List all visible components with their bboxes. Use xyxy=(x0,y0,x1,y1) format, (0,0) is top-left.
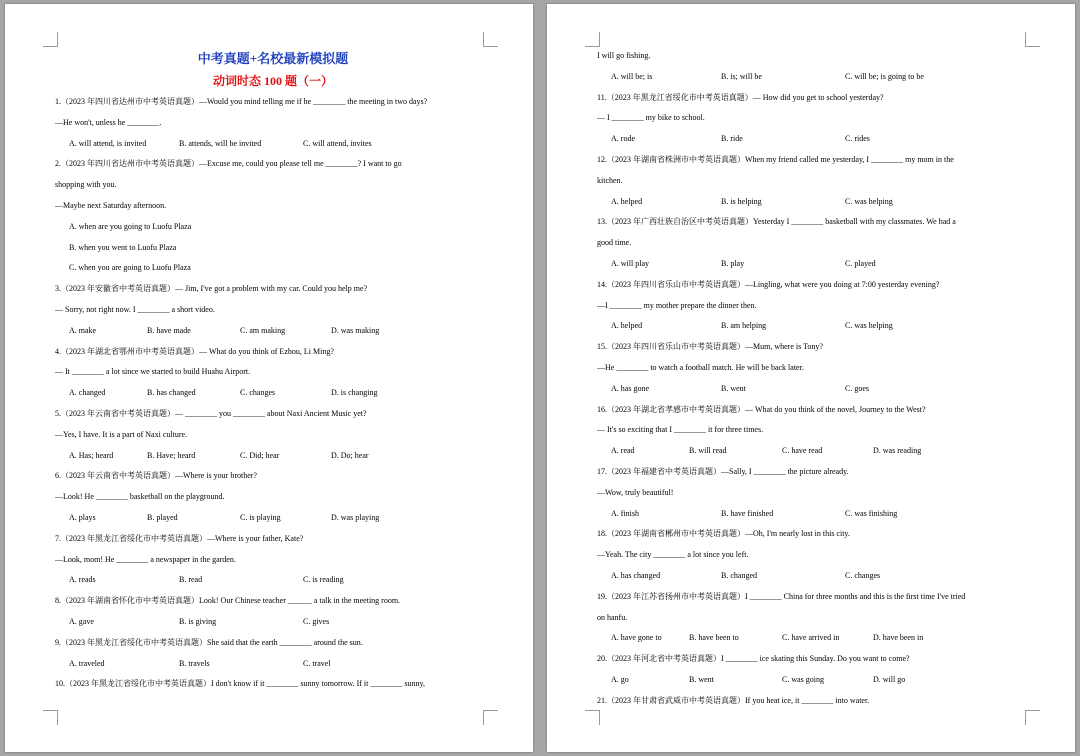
question-number: 16. xyxy=(597,404,607,414)
question-text: —Look! He ________ basketball on the playground. xyxy=(55,492,225,502)
option-d: D. will go xyxy=(873,674,906,684)
option-b: B. ride xyxy=(721,134,743,144)
margin-corner-mark xyxy=(1025,710,1040,725)
margin-corner-mark xyxy=(585,710,600,725)
question-text: 11.（2023 年黑龙江省绥化市中考英语真题）— How did you get to school yesterday? xyxy=(597,92,884,102)
option-d: D. was reading xyxy=(873,446,922,456)
option-c: C. when you are going to Luofu Plaza xyxy=(69,263,191,273)
question-text: — It ________ a lot since we started to build Huahu Airport. xyxy=(55,367,251,377)
option-c: C. gives xyxy=(303,616,330,626)
question-text: 6.（2023 年云南省中考英语真题）—Where is your brother? xyxy=(55,471,257,481)
question-text: — I ________ my bike to school. xyxy=(597,113,705,123)
option-a: A. will attend, is invited xyxy=(69,138,147,148)
option-b: B. changed xyxy=(721,570,757,580)
option-a: A. Has; heard xyxy=(69,450,114,460)
question-text: —Yes, I have. It is a part of Naxi culture. xyxy=(55,429,188,439)
question-number: 3. xyxy=(55,284,61,294)
question-number: 2. xyxy=(55,159,61,169)
question-number: 20. xyxy=(597,654,607,664)
question-number: 1. xyxy=(55,97,61,106)
question-number: 19. xyxy=(597,591,607,601)
option-a: A. read xyxy=(611,446,635,456)
question-text: —Wow, truly beautiful! xyxy=(597,487,674,497)
question-text: 9.（2023 年黑龙江省绥化市中考英语真题）She said that the earth ________ around the sun. xyxy=(55,637,363,647)
answer-options xyxy=(55,612,491,633)
option-b: B. am helping xyxy=(721,321,767,331)
answer-options xyxy=(597,441,1033,462)
option-c: C. was going xyxy=(782,674,824,684)
question-text: — It's so exciting that I ________ it for three times. xyxy=(597,425,764,435)
option-a: A. helped xyxy=(611,196,643,206)
answer-options xyxy=(597,628,1033,649)
option-b: B. is helping xyxy=(721,196,762,206)
question-number: 15. xyxy=(597,342,607,352)
option-a: A. go xyxy=(611,674,629,684)
answer-options xyxy=(55,654,491,675)
option-b: B. have finished xyxy=(721,508,774,518)
option-b: B. went xyxy=(721,383,746,393)
margin-corner-mark xyxy=(1025,32,1040,47)
margin-corner-mark xyxy=(585,32,600,47)
question-text: kitchen. xyxy=(597,175,623,185)
question-text: 14.（2023 年四川省乐山市中考英语真题）—Lingling, what were you doing at 7:00 yesterday evening? xyxy=(597,279,940,289)
answer-options xyxy=(597,379,1033,400)
margin-corner-mark xyxy=(43,710,58,725)
option-c: C. travel xyxy=(303,658,331,668)
option-b: B. is; will be xyxy=(721,71,762,81)
option-a: A. plays xyxy=(69,512,96,522)
margin-corner-mark xyxy=(43,32,58,47)
question-number: 17. xyxy=(597,466,607,476)
option-c: C. have arrived in xyxy=(782,633,840,643)
question-text: —He won't, unless he ________. xyxy=(55,117,162,127)
option-b: B. attends, will be invited xyxy=(179,138,262,148)
option-d: D. is changing xyxy=(331,388,378,398)
answer-options xyxy=(55,446,491,467)
option-b: B. read xyxy=(179,575,203,585)
answer-options xyxy=(55,508,491,529)
option-b: B. travels xyxy=(179,658,210,668)
option-a: A. has gone xyxy=(611,383,649,393)
option-c: C. rides xyxy=(845,134,870,144)
question-text: 12.（2023 年湖南省株洲市中考英语真题）When my friend called me yesterday, I ________ my mom in the xyxy=(597,154,954,164)
question-text: shopping with you. xyxy=(55,180,117,190)
question-number: 8. xyxy=(55,596,61,606)
margin-corner-mark xyxy=(483,710,498,725)
answer-options xyxy=(597,670,1033,691)
option-c: C. is playing xyxy=(240,512,281,522)
question-text: on hanfu. xyxy=(597,612,628,622)
answer-options xyxy=(597,192,1033,213)
option-c: C. will attend, invites xyxy=(303,138,372,148)
option-a: A. has changed xyxy=(611,570,661,580)
question-text: —He ________ to watch a football match. He will be back later. xyxy=(597,362,804,372)
option-d: D. was making xyxy=(331,325,380,335)
question-text: 4.（2023 年湖北省鄂州市中考英语真题）— What do you think of Ezhou, Li Ming? xyxy=(55,346,334,356)
question-number: 12. xyxy=(597,154,607,164)
document-title: 中考真题+名校最新模拟题 xyxy=(197,51,349,66)
question-text: 13.（2023 年广西壮族自治区中考英语真题）Yesterday I ________ basketball with my classmates. We had a xyxy=(597,217,956,227)
answer-options xyxy=(55,238,491,259)
option-a: A. have gone to xyxy=(611,633,662,643)
option-a: A. gave xyxy=(69,616,94,626)
answer-options xyxy=(597,254,1033,275)
option-c: C. changes xyxy=(240,388,276,398)
answer-options xyxy=(55,258,491,279)
question-number: 7. xyxy=(55,533,61,543)
answer-options xyxy=(597,566,1033,587)
question-text: 21.（2023 年甘肃省武威市中考英语真题）If you heat ice, it ________ into water. xyxy=(597,695,870,705)
option-d: D. Do; hear xyxy=(331,450,369,460)
option-d: D. have been in xyxy=(873,633,924,643)
option-a: A. make xyxy=(69,325,97,335)
question-text: —Maybe next Saturday afternoon. xyxy=(55,200,167,210)
question-text: —Look, mom! He ________ a newspaper in the garden. xyxy=(55,554,236,564)
answer-options xyxy=(55,383,491,404)
option-a: A. helped xyxy=(611,321,643,331)
question-text: 18.（2023 年湖南省郴州市中考英语真题）—Oh, I'm nearly lost in this city. xyxy=(597,529,850,539)
answer-options xyxy=(597,504,1033,525)
question-number: 11. xyxy=(597,92,607,102)
option-a: A. changed xyxy=(69,388,106,398)
option-b: B. have been to xyxy=(689,633,739,643)
option-b: B. will read xyxy=(689,446,727,456)
question-number: 14. xyxy=(597,279,607,289)
option-c: C. played xyxy=(845,258,876,268)
question-text: I will go fishing. xyxy=(597,51,651,60)
answer-options xyxy=(597,316,1033,337)
document-subtitle: 动词时态 100 题（一） xyxy=(212,74,333,88)
question-number: 4. xyxy=(55,346,61,356)
option-a: A. rode xyxy=(611,134,635,144)
option-a: A. traveled xyxy=(69,658,105,668)
question-text: good time. xyxy=(597,238,632,248)
question-text: —Yeah. The city ________ a lot since you left. xyxy=(597,550,749,560)
question-text: 5.（2023 年云南省中考英语真题）— ________ you ________ about Naxi Ancient Music yet? xyxy=(55,408,367,418)
option-a: A. when are you going to Luofu Plaza xyxy=(69,221,192,231)
option-a: A. will play xyxy=(611,258,649,268)
answer-options xyxy=(597,67,1033,88)
question-text: 10.（2023 年黑龙江省绥化市中考英语真题）I don't know if it ________ sunny tomorrow. If it ________ sunny, xyxy=(55,679,425,689)
option-c: C. will be; is going to be xyxy=(845,71,924,81)
question-text: 7.（2023 年黑龙江省绥化市中考英语真题）—Where is your father, Kate? xyxy=(55,533,304,543)
option-c: C. goes xyxy=(845,383,869,393)
option-c: C. was helping xyxy=(845,321,893,331)
question-text: — Sorry, not right now. I ________ a short video. xyxy=(55,304,215,314)
question-number: 13. xyxy=(597,217,607,227)
answer-options xyxy=(55,134,491,155)
answer-options xyxy=(597,129,1033,150)
answer-options xyxy=(55,321,491,342)
option-c: C. Did; hear xyxy=(240,450,280,460)
document-page-right xyxy=(547,4,1075,752)
question-number: 5. xyxy=(55,408,61,418)
option-b: B. went xyxy=(689,674,714,684)
question-number: 21. xyxy=(597,695,607,705)
question-text: 17.（2023 年福建省中考英语真题）—Sally, I ________ the picture already. xyxy=(597,466,849,476)
answer-options xyxy=(55,570,491,591)
question-text: 1.（2023 年四川省达州市中考英语真题）—Would you mind telling me if he ________ the meeting in two days? xyxy=(55,97,428,106)
question-text: —I ________ my mother prepare the dinner then. xyxy=(597,300,757,310)
question-text: 8.（2023 年湖南省怀化市中考英语真题）Look! Our Chinese teacher ______ a talk in the meeting room. xyxy=(55,596,401,606)
answer-options xyxy=(55,217,491,238)
question-text: 19.（2023 年江苏省扬州市中考英语真题）I ________ China for three months and this is the first time I've tried xyxy=(597,591,966,601)
option-b: B. played xyxy=(147,512,178,522)
option-c: C. have read xyxy=(782,446,823,456)
option-a: A. will be; is xyxy=(611,71,653,81)
option-a: A. reads xyxy=(69,575,96,585)
question-text: 16.（2023 年湖北省孝感市中考英语真题）— What do you think of the novel, Journey to the West? xyxy=(597,404,926,414)
question-number: 9. xyxy=(55,637,61,647)
margin-corner-mark xyxy=(483,32,498,47)
question-text: 15.（2023 年四川省乐山市中考英语真题）—Mum, where is Tony? xyxy=(597,342,823,352)
option-b: B. Have; heard xyxy=(147,450,196,460)
option-b: B. have made xyxy=(147,325,191,335)
question-text: 2.（2023 年四川省达州市中考英语真题）—Excuse me, could you please tell me ________? I want to go xyxy=(55,159,402,169)
option-c: C. was finishing xyxy=(845,508,898,518)
option-b: B. has changed xyxy=(147,388,196,398)
question-number: 10. xyxy=(55,679,65,689)
option-c: C. was helping xyxy=(845,196,893,206)
option-b: B. is giving xyxy=(179,616,217,626)
question-number: 18. xyxy=(597,529,607,539)
question-text: 20.（2023 年河北省中考英语真题）I ________ ice skating this Sunday. Do you want to come? xyxy=(597,654,910,664)
option-a: A. finish xyxy=(611,508,639,518)
option-c: C. changes xyxy=(845,570,881,580)
question-number: 6. xyxy=(55,471,61,481)
option-c: C. is reading xyxy=(303,575,344,585)
option-d: D. was playing xyxy=(331,512,380,522)
option-c: C. am making xyxy=(240,325,286,335)
option-b: B. play xyxy=(721,258,745,268)
question-text: 3.（2023 年安徽省中考英语真题）— Jim, I've got a problem with my car. Could you help me? xyxy=(55,284,368,294)
document-page-left xyxy=(5,4,533,752)
option-b: B. when you went to Luofu Plaza xyxy=(69,242,177,252)
